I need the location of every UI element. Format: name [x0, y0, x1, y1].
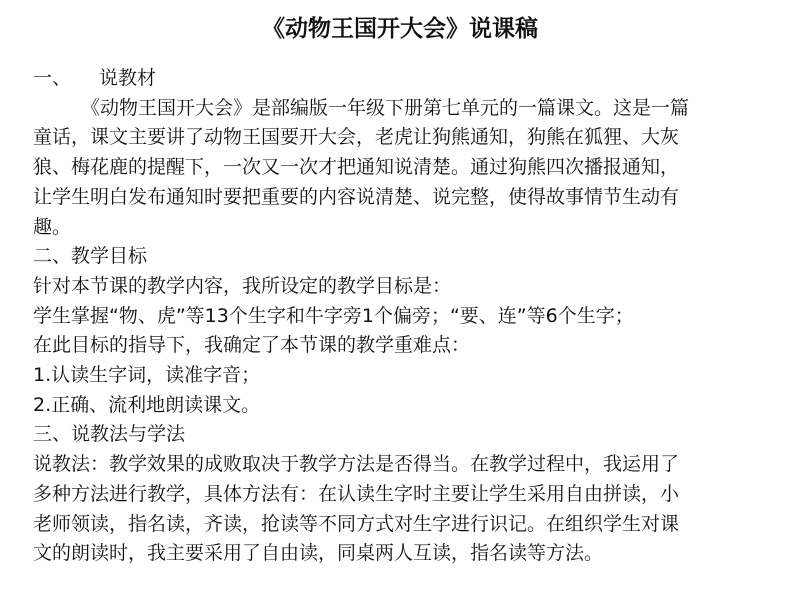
section-1-number: 一、	[33, 67, 72, 89]
section-2-line: 2.正确、流利地朗读课文。	[33, 393, 261, 416]
section-1-title: 说教材	[99, 67, 157, 89]
section-1-line: 狼、梅花鹿的提醒下，一次又一次才把通知说清楚。通过狗熊四次播报通知，	[33, 156, 680, 179]
section-3-line: 说教法：教学效果的成败取决于教学方法是否得当。在教学过程中，我运用了	[33, 453, 680, 476]
section-2-heading: 二、教学目标	[33, 245, 148, 268]
section-2-line: 学生掌握“物、虎”等13个生字和牛字旁1个偏旁；“要、连”等6个生字；	[33, 304, 634, 327]
section-3-line: 多种方法进行教学，具体方法有：在认读生字时主要让学生采用自由拼读，小	[33, 482, 680, 505]
document-body	[33, 64, 773, 569]
section-1-line: 趣。	[33, 215, 72, 238]
section-3-line: 老师领读，指名读，齐读，抢读等不同方式对生字进行识记。在组织学生对课	[33, 512, 680, 535]
section-2-line: 1.认读生字词，读准字音；	[33, 364, 261, 387]
section-2-line: 针对本节课的教学内容，我所设定的教学目标是：	[33, 274, 452, 297]
section-1-heading	[33, 64, 773, 94]
section-1-line: 让学生明白发布通知时要把重要的内容说清楚、说完整，使得故事情节生动有	[33, 185, 680, 208]
section-1-line: 童话，课文主要讲了动物王国要开大会，老虎让狗熊通知，狗熊在狐狸、大灰	[33, 126, 680, 149]
document-page	[33, 0, 773, 600]
section-1-line: 《动物王国开大会》是部编版一年级下册第七单元的一篇课文。这是一篇	[81, 96, 690, 119]
section-3-line: 文的朗读时，我主要采用了自由读，同桌两人互读，指名读等方法。	[33, 542, 604, 565]
document-title: 《动物王国开大会》说课稿	[262, 16, 538, 42]
section-2-line: 在此目标的指导下，我确定了本节课的教学重难点：	[33, 334, 471, 357]
section-3-heading: 三、说教法与学法	[33, 423, 186, 446]
